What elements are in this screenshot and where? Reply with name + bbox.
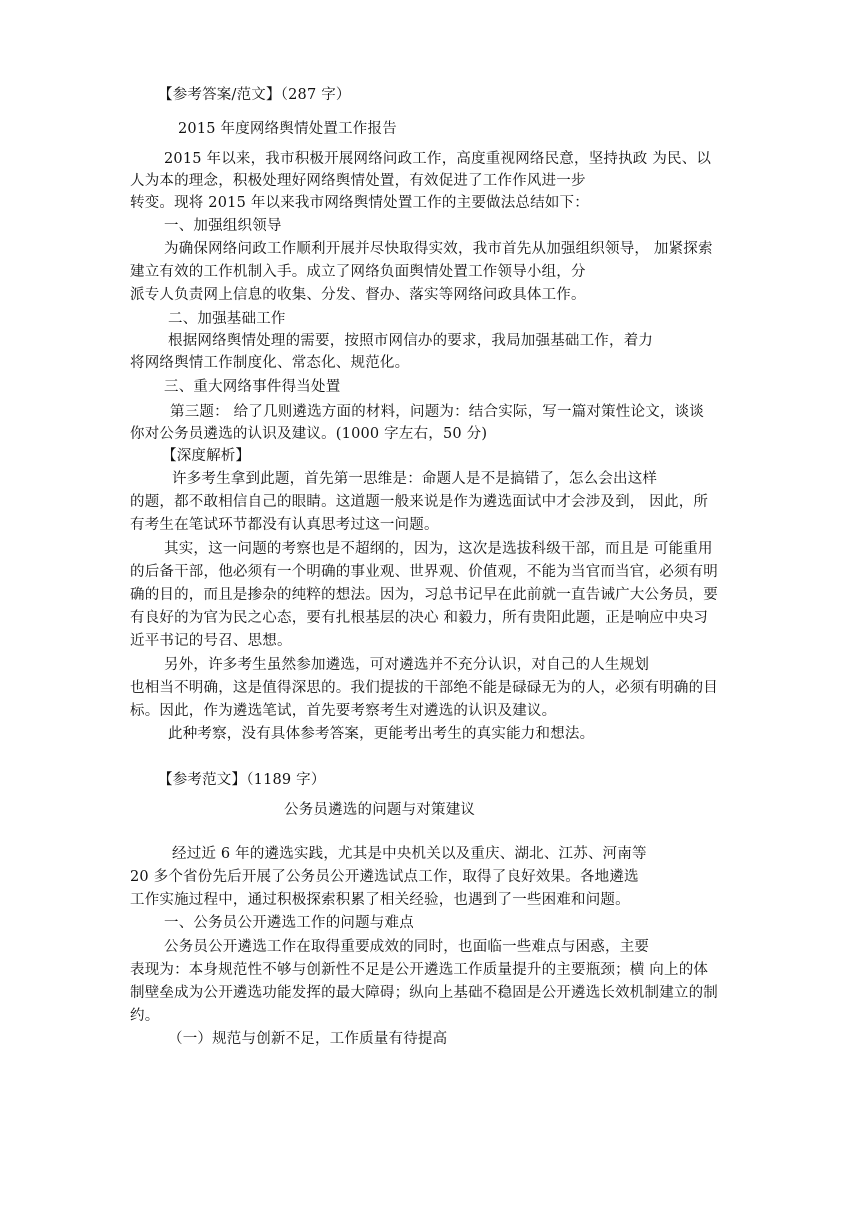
paragraph-line: 另外，许多考生虽然参加遴选，可对遴选并不充分认识，对自己的人生规划 [164, 657, 650, 673]
heading-deep-analysis: 【深度解析】 [162, 448, 251, 464]
paragraph-line: 有良好的为官为民之心态，要有扎根基层的决心 和毅力，所有贵阳此题，正是响应中央习 [130, 610, 709, 626]
paragraph-line: 经过近 6 年的遴选实践，尤其是中央机关以及重庆、湖北、江苏、河南等 [172, 846, 647, 862]
heading-reference-essay: 【参考范文】（1189 字） [158, 772, 326, 788]
paragraph-line: 为确保网络问政工作顺利开展并尽快取得实效，我市首先从加强组织领导， 加紧探索 [164, 241, 713, 257]
essay-title: 公务员遴选的问题与对策建议 [284, 802, 476, 818]
section-heading: 三、重大网络事件得当处置 [164, 379, 341, 395]
paragraph-line: 2015 年以来，我市积极开展网络问政工作，高度重视网络民意，坚持执政 为民、以 [164, 151, 712, 167]
paragraph-line: 工作实施过程中，通过积极探索积累了相关经验，也遇到了一些困难和问题。 [130, 892, 630, 908]
paragraph-line: 确的目的，而且是掺杂的纯粹的想法。因为，习总书记早在此前就一直告诫广大公务员，要 [130, 587, 718, 603]
paragraph-line: 派专人负责网上信息的收集、分发、督办、落实等网络问政具体工作。 [130, 287, 586, 303]
paragraph-line: 表现为：本身规范性不够与创新性不足是公开遴选工作质量提升的主要瓶颈；横 向上的体 [130, 962, 709, 978]
paragraph-line: 许多考生拿到此题，首先第一思维是：命题人是不是搞错了，怎么会出这样 [172, 471, 658, 487]
paragraph-line: 的后备干部，他必须有一个明确的事业观、世界观、价值观，不能为当官而当官，必须有明 [130, 564, 718, 580]
paragraph-line: 近平书记的号召、思想。 [130, 633, 292, 649]
paragraph-line: 转变。现将 2015 年以来我市网络舆情处置工作的主要做法总结如下： [130, 195, 589, 211]
section-heading: 一、加强组织领导 [164, 218, 282, 234]
paragraph-line: 制壁垒成为公开遴选功能发挥的最大障碍；纵向上基础不稳固是公开遴选长效机制建立的制 [130, 985, 718, 1001]
paragraph-line: 标。因此，作为遴选笔试，首先要考察考生对遴选的认识及建议。 [130, 703, 557, 719]
paragraph-line: 根据网络舆情处理的需要，按照市网信办的要求，我局加强基础工作，着力 [168, 333, 654, 349]
section-heading: 一、公务员公开遴选工作的问题与难点 [164, 915, 414, 931]
paragraph-line: 约。 [130, 1008, 160, 1024]
paragraph-line: 的题，都不敢相信自己的眼睛。这道题一般来说是作为遴选面试中才会涉及到， 因此，所 [130, 494, 709, 510]
paragraph-line: 人为本的理念，积极处理好网络舆情处置，有效促进了工作作风进一步 [130, 173, 586, 189]
paragraph-line: 20 多个省份先后开展了公务员公开遴选试点工作，取得了良好效果。各地遴选 [130, 869, 639, 885]
heading-reference-answer: 【参考答案/范文】（287 字） [158, 87, 351, 103]
report-title: 2015 年度网络舆情处置工作报告 [178, 121, 397, 137]
question-line: 你对公务员遴选的认识及建议。(1000 字左右，50 分) [130, 426, 488, 442]
question-line: 第三题： 给了几则遴选方面的材料，问题为：结合实际，写一篇对策性论文，谈谈 [170, 404, 705, 420]
paragraph-line: 其实，这一问题的考察也是不超纲的，因为，这次是选拔科级干部，而且是 可能重用 [164, 541, 713, 557]
paragraph-line: 建立有效的工作机制入手。成立了网络负面舆情处置工作领导小组，分 [130, 264, 586, 280]
paragraph-line: 有考生在笔试环节都没有认真思考过这一问题。 [130, 517, 439, 533]
paragraph-line: 也相当不明确，这是值得深思的。我们提拔的干部绝不能是碌碌无为的人，必须有明确的目 [130, 680, 718, 696]
paragraph-line: 此种考察，没有具体参考答案，更能考出考生的真实能力和想法。 [168, 726, 595, 742]
paragraph-line: 将网络舆情工作制度化、常态化、规范化。 [130, 355, 410, 371]
section-heading: 二、加强基础工作 [168, 311, 286, 327]
paragraph-line: 公务员公开遴选工作在取得重要成效的同时，也面临一些难点与困惑，主要 [164, 939, 650, 955]
subsection-heading: （一）规范与创新不足，工作质量有待提高 [168, 1031, 448, 1047]
